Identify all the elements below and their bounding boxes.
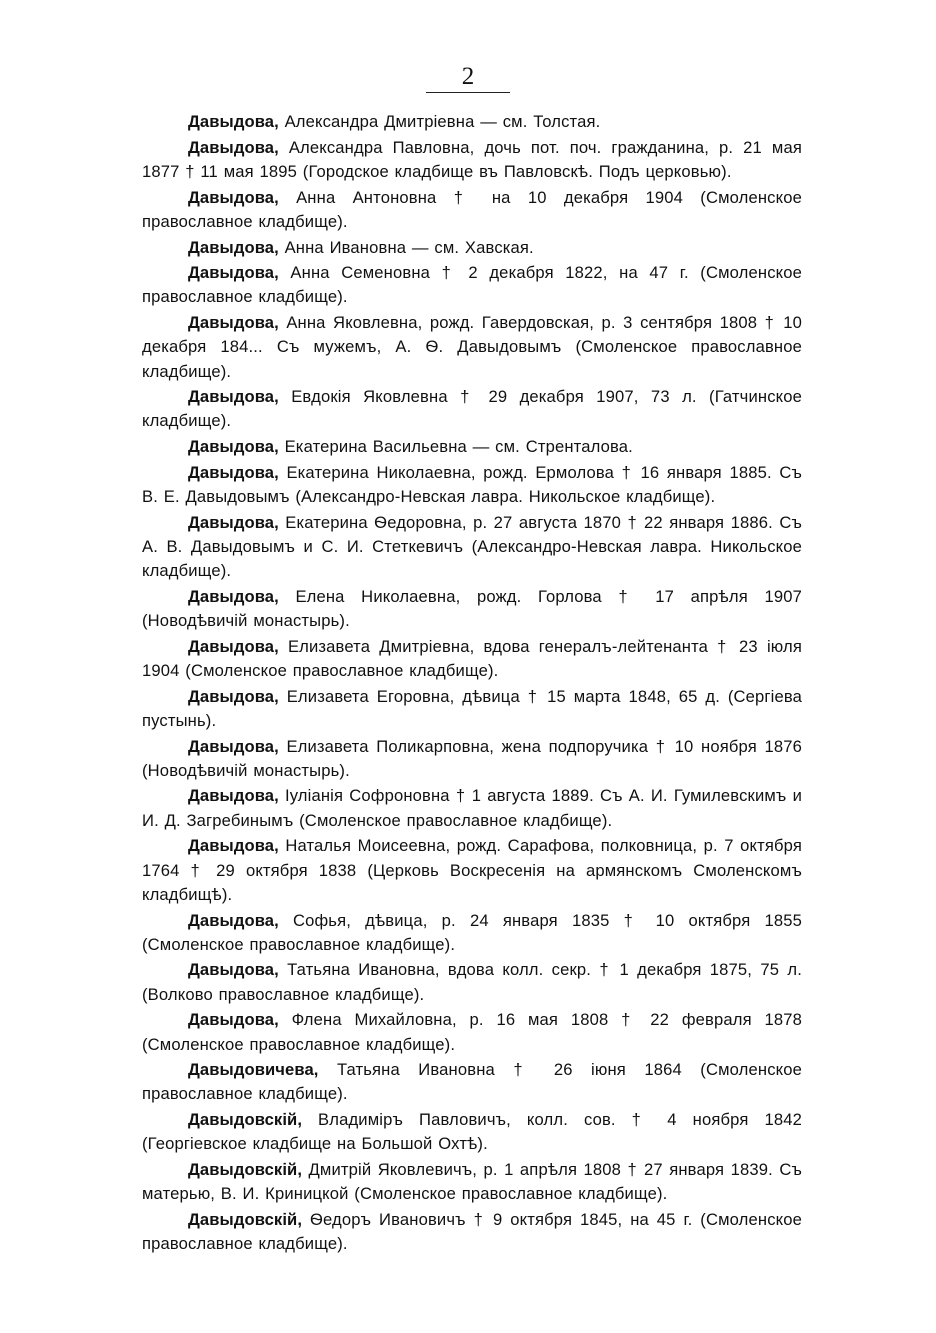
entry-text: Владиміръ Павловичъ, колл. сов. † 4 ноября 1842 (Георгіевское кладбище на Большой Охтѣ). [142,1110,802,1154]
entry [142,958,802,1006]
entry [142,136,802,184]
entry-text: Анна Яковлевна, рожд. Гавердовская, р. 3 сентября 1808 † 10 декабря 184... Съ мужемъ, А. Ѳ. Давыдовымъ (Смоленское православное кладбище). [142,313,803,381]
entry-text: Наталья Моисеевна, рожд. Сарафова, полковница, р. 7 октября 1764 † 29 октября 1838 (Церковь Воскресенія на армянскомъ Смоленскомъ кладбищѣ). [142,836,802,904]
entry-surname: Давыдова, [188,187,279,207]
entry-text: Екатерина Васильевна — см. Стренталова. [284,437,633,457]
entry-text: Анна Семеновна † 2 декабря 1822, на 47 г. (Смоленское православное кладбище). [142,263,802,307]
entry-surname: Давыдова, [188,112,279,131]
entry-text: Александра Павловна, дочь пот. поч. гражданина, р. 21 мая 1877 † 11 мая 1895 (Городское кладбище въ Павловскѣ. Подъ церковью). [142,137,803,181]
entry-surname: Давыдова, [188,836,279,856]
entry-surname: Давыдовскій, [188,1209,303,1229]
entry-text: Екатерина Николаевна, рожд. Ермолова † 16 января 1885. Съ В. Е. Давыдовымъ (Александро-Невская лавра. Никольское кладбище). [142,462,802,507]
entry-surname: Давыдова, [188,786,279,806]
entry-text: Іуліанія Софроновна † 1 августа 1889. Съ А. И. Гумилевскимъ и И. Д. Загребинымъ (Смоленское православное кладбище). [142,786,802,830]
entry-surname: Давыдова, [188,636,279,656]
entry [142,461,802,509]
entry [142,784,802,832]
entry [142,1208,802,1256]
entry [142,735,802,783]
entry-text: Елена Николаевна, рожд. Горлова † 17 апрѣля 1907 (Новодѣвичій монастырь). [142,586,802,631]
entry-text: Ѳедоръ Ивановичъ † 9 октября 1845, на 45 г. (Смоленское православное кладбище). [142,1209,802,1254]
entry-surname: Давыдова, [188,686,279,706]
entry-text: Анна Антоновна † на 10 декабря 1904 (Смоленское православное кладбище). [142,187,802,231]
entry-text: Софья, дѣвица, р. 24 января 1835 † 10 октября 1855 (Смоленское православное кладбище). [142,910,803,954]
entry-surname: Давыдовичева, [188,1060,319,1080]
entry-surname: Давыдова, [188,462,279,482]
entry-text: Дмитрій Яковлевичъ, р. 1 апрѣля 1808 † 27 января 1839. Съ матерью, В. И. Криницкой (Смоленское православное кладбище). [142,1160,802,1204]
entry [142,685,802,733]
entry-surname: Давыдова, [188,736,279,756]
entry-surname: Давыдова, [188,1010,279,1030]
entry [142,585,802,633]
entry-text: Татьяна Ивановна, вдова колл. секр. † 1 декабря 1875, 75 л. (Волково православное кладбище). [142,960,802,1004]
entry-surname: Давыдовскій, [188,1110,303,1130]
entry [142,236,802,260]
entry-text: Татьяна Ивановна † 26 іюня 1864 (Смоленское православное кладбище). [142,1060,802,1104]
entry [142,261,802,309]
entry-text: Елизавета Дмитріевна, вдова генералъ-лейтенанта † 23 іюля 1904 (Смоленское православное кладбище). [142,636,802,680]
entry-text: Анна Ивановна — см. Хавская. [284,237,534,257]
entry-surname: Давыдова, [188,137,279,157]
entry-surname: Давыдова, [188,960,279,980]
entry [142,511,802,584]
entry [142,385,802,433]
entry [142,311,802,384]
entry [142,1058,802,1106]
entry-text: Евдокія Яковлевна † 29 декабря 1907, 73 л. (Гатчинское кладбище). [142,387,802,431]
entry-text: Елизавета Егоровна, дѣвица † 15 марта 1848, 65 д. (Сергіева пустынь). [142,686,802,730]
entry-text: Елизавета Поликарповна, жена подпоручика † 10 ноября 1876 (Новодѣвичій монастырь). [142,736,802,780]
entry-surname: Давыдова, [188,387,279,407]
entry-surname: Давыдова, [188,263,279,283]
entry [142,110,802,134]
entry [142,834,802,907]
entry-text: Екатерина Ѳедоровна, р. 27 августа 1870 † 22 января 1886. Съ А. В. Давыдовымъ и С. И. Стеткевичъ (Александро-Невская лавра. Никольское кладбище). [142,512,802,581]
entry [142,1108,802,1156]
entries-list [142,110,802,1258]
page-number-rule [426,92,510,93]
page-number: 2 [461,63,475,90]
entry [142,1158,802,1206]
entry-text: Александра Дмитріевна — см. Толстая. [284,112,601,131]
entry [142,1008,802,1056]
entry-surname: Давыдова, [188,910,279,930]
entry-surname: Давыдова, [188,437,279,457]
entry [142,435,802,459]
entry-surname: Давыдовскій, [188,1160,303,1180]
entry-surname: Давыдова, [188,237,279,257]
entry [142,635,802,683]
entry-text: Флена Михайловна, р. 16 мая 1808 † 22 февраля 1878 (Смоленское православное кладбище). [142,1010,802,1054]
entry [142,186,802,234]
entry-surname: Давыдова, [188,313,279,333]
entry-surname: Давыдова, [188,512,279,532]
entry [142,909,802,957]
entry-surname: Давыдова, [188,586,279,606]
